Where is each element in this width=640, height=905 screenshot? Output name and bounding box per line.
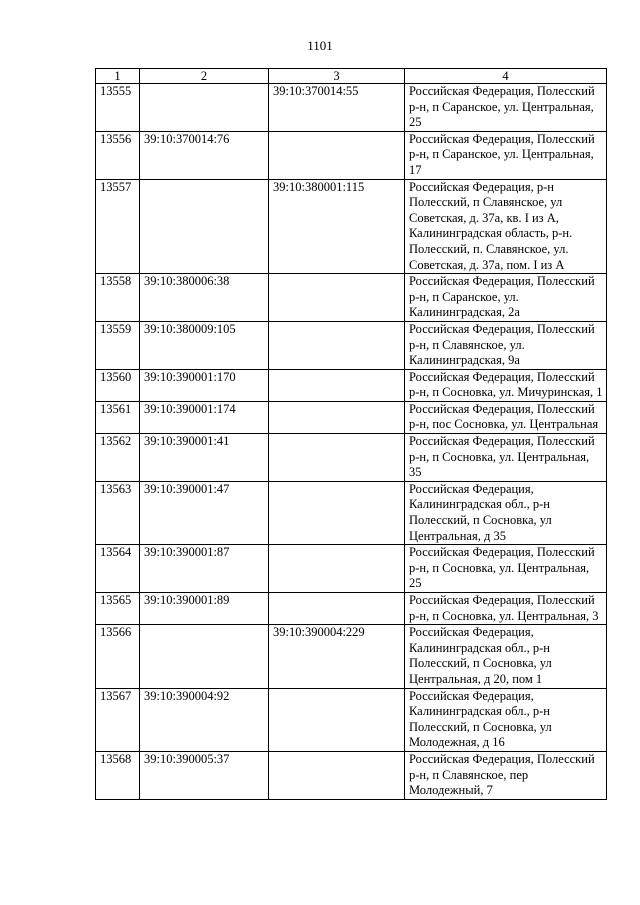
cadastral-number-alt <box>269 481 405 544</box>
cadastral-number: 39:10:390001:47 <box>140 481 269 544</box>
table-row <box>96 434 607 482</box>
cadastral-number-alt: 39:10:390004:229 <box>269 625 405 688</box>
address: Российская Федерация, Полесский р-н, п Саранское, ул. Центральная, 25 <box>405 84 607 132</box>
table-row <box>96 369 607 401</box>
cadastral-number: 39:10:380006:38 <box>140 274 269 322</box>
cadastral-number: 39:10:390001:170 <box>140 369 269 401</box>
cadastral-number-alt: 39:10:380001:115 <box>269 179 405 274</box>
cadastral-number-alt <box>269 274 405 322</box>
row-number: 13568 <box>96 751 140 799</box>
cadastral-number <box>140 84 269 132</box>
cadastral-number <box>140 179 269 274</box>
cadastral-number: 39:10:390004:92 <box>140 688 269 751</box>
cadastral-number: 39:10:390001:89 <box>140 593 269 625</box>
row-number: 13565 <box>96 593 140 625</box>
table-row <box>96 688 607 751</box>
address: Российская Федерация, Полесский р-н, п Славянское, пер Молодежный, 7 <box>405 751 607 799</box>
registry-table <box>95 68 607 800</box>
row-number: 13559 <box>96 321 140 369</box>
address: Российская Федерация, Полесский р-н, п Сосновка, ул. Центральная, 3 <box>405 593 607 625</box>
cadastral-number-alt <box>269 434 405 482</box>
row-number: 13558 <box>96 274 140 322</box>
cadastral-number-alt <box>269 401 405 433</box>
cadastral-number-alt <box>269 751 405 799</box>
table-row <box>96 481 607 544</box>
address: Российская Федерация, р-н Полесский, п Славянское, ул Советская, д. 37а, кв. I из А, Калининградская область, р-н. Полесский, п. Славянское, ул. Советская, д. 37а, пом. I из А <box>405 179 607 274</box>
row-number: 13562 <box>96 434 140 482</box>
table-row <box>96 179 607 274</box>
address: Российская Федерация, Полесский р-н, п Саранское, ул. Калининградская, 2а <box>405 274 607 322</box>
table-row <box>96 751 607 799</box>
cadastral-number-alt <box>269 321 405 369</box>
cadastral-number: 39:10:390001:41 <box>140 434 269 482</box>
cadastral-number-alt <box>269 545 405 593</box>
table-body <box>96 84 607 800</box>
address: Российская Федерация, Полесский р-н, п Сосновка, ул. Центральная, 35 <box>405 434 607 482</box>
table-row <box>96 131 607 179</box>
cadastral-number: 39:10:390005:37 <box>140 751 269 799</box>
row-number: 13560 <box>96 369 140 401</box>
row-number: 13566 <box>96 625 140 688</box>
cadastral-number: 39:10:370014:76 <box>140 131 269 179</box>
address: Российская Федерация, Калининградская обл., р-н Полесский, п Сосновка, ул Молодежная, д 16 <box>405 688 607 751</box>
table-row <box>96 84 607 132</box>
row-number: 13567 <box>96 688 140 751</box>
row-number: 13556 <box>96 131 140 179</box>
cadastral-number: 39:10:390001:87 <box>140 545 269 593</box>
column-header-1: 1 <box>96 69 140 84</box>
address: Российская Федерация, Полесский р-н, п Славянское, ул. Калининградская, 9а <box>405 321 607 369</box>
cadastral-number: 39:10:390001:174 <box>140 401 269 433</box>
cadastral-number-alt: 39:10:370014:55 <box>269 84 405 132</box>
table-row <box>96 274 607 322</box>
row-number: 13557 <box>96 179 140 274</box>
cadastral-number-alt <box>269 688 405 751</box>
row-number: 13555 <box>96 84 140 132</box>
cadastral-number <box>140 625 269 688</box>
table-row <box>96 545 607 593</box>
row-number: 13561 <box>96 401 140 433</box>
cadastral-number-alt <box>269 131 405 179</box>
row-number: 13563 <box>96 481 140 544</box>
column-header-3: 3 <box>269 69 405 84</box>
address: Российская Федерация, Полесский р-н, п Саранское, ул. Центральная, 17 <box>405 131 607 179</box>
cadastral-number-alt <box>269 593 405 625</box>
table-row <box>96 593 607 625</box>
table-row <box>96 625 607 688</box>
address: Российская Федерация, Калининградская обл., р-н Полесский, п Сосновка, ул Центральная, д 35 <box>405 481 607 544</box>
header-row <box>96 69 607 84</box>
column-header-4: 4 <box>405 69 607 84</box>
row-number: 13564 <box>96 545 140 593</box>
cadastral-number-alt <box>269 369 405 401</box>
address: Российская Федерация, Полесский р-н, п Сосновка, ул. Мичуринская, 1 <box>405 369 607 401</box>
address: Российская Федерация, Калининградская обл., р-н Полесский, п Сосновка, ул Центральная, д 20, пом 1 <box>405 625 607 688</box>
address: Российская Федерация, Полесский р-н, пос Сосновка, ул. Центральная <box>405 401 607 433</box>
table-row <box>96 401 607 433</box>
column-header-2: 2 <box>140 69 269 84</box>
address: Российская Федерация, Полесский р-н, п Сосновка, ул. Центральная, 25 <box>405 545 607 593</box>
page-number: 1101 <box>307 38 333 53</box>
cadastral-number: 39:10:380009:105 <box>140 321 269 369</box>
table-row <box>96 321 607 369</box>
